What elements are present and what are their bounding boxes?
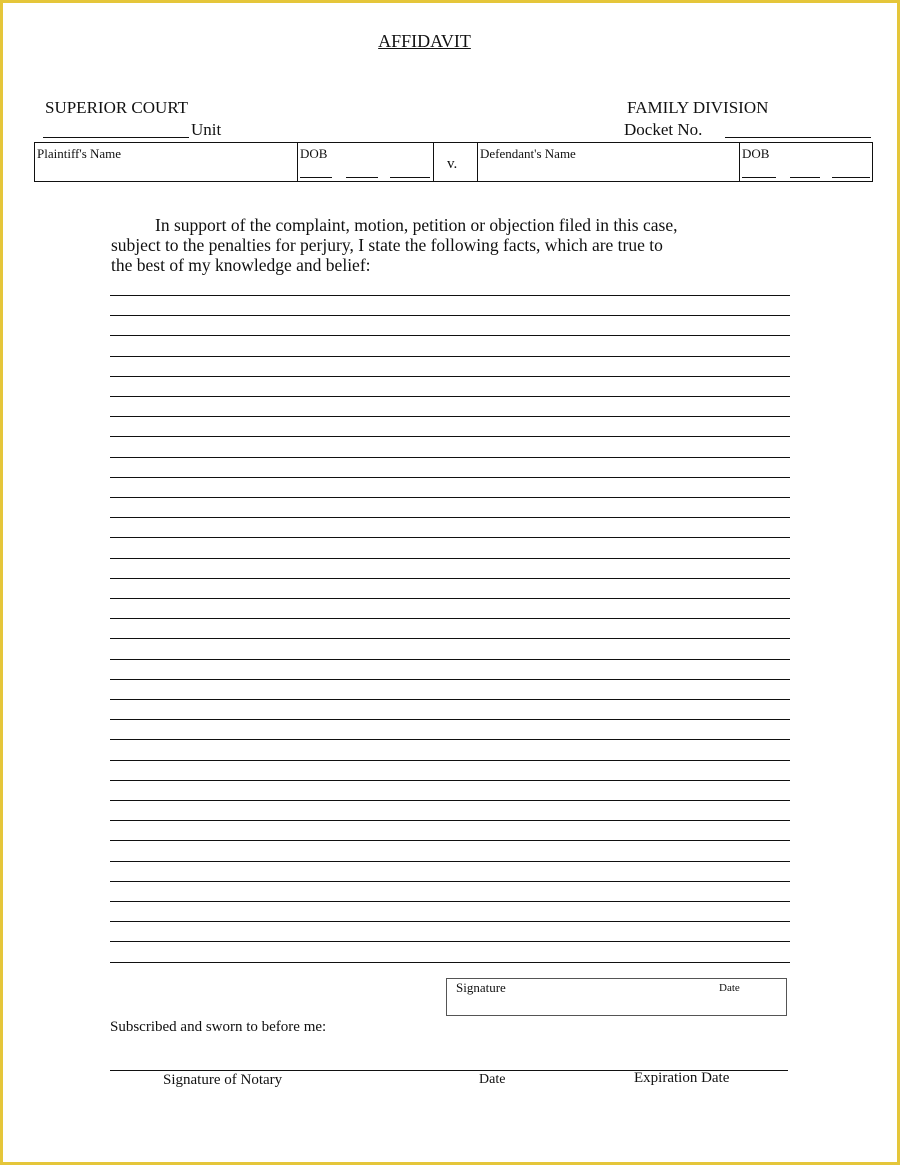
ruled-line[interactable] [110,638,790,639]
defendant-dob-cell[interactable] [740,143,872,181]
statement-line: In support of the complaint, motion, petition or objection filed in this case, [155,215,678,235]
ruled-line[interactable] [110,537,790,538]
ruled-line[interactable] [110,396,790,397]
signature-box[interactable] [446,978,787,1016]
notary-date-label: Date [479,1072,506,1087]
sworn-statement: Subscribed and sworn to before me: [110,1019,327,1035]
unit-blank-line[interactable] [43,137,189,138]
versus-cell [434,143,477,181]
plaintiff-dob-cell[interactable] [298,143,433,181]
docket-label: Docket No. [624,120,703,139]
ruled-line[interactable] [110,315,790,316]
ruled-line[interactable] [110,820,790,821]
case-caption-table [34,142,873,182]
ruled-line[interactable] [110,335,790,336]
statement-intro [111,215,791,275]
ruled-line[interactable] [110,436,790,437]
ruled-line[interactable] [110,780,790,781]
ruled-line[interactable] [110,699,790,700]
versus-label: v. [447,156,458,172]
ruled-line[interactable] [110,962,790,963]
statement-line: subject to the penalties for perjury, I state the following facts, which are true to [111,235,663,255]
ruled-line[interactable] [110,941,790,942]
ruled-line[interactable] [110,558,790,559]
plaintiff-name-cell[interactable] [35,143,297,181]
ruled-line[interactable] [110,881,790,882]
ruled-line[interactable] [110,517,790,518]
dob-year-blank [390,177,430,178]
ruled-line[interactable] [110,921,790,922]
ruled-line[interactable] [110,578,790,579]
docket-blank-line[interactable] [725,137,871,138]
ruled-line[interactable] [110,659,790,660]
ruled-line[interactable] [110,618,790,619]
plaintiff-dob-label: DOB [300,146,328,161]
signature-date-label: Date [719,982,740,994]
dob-year-blank [832,177,870,178]
signature-label: Signature [456,980,506,995]
ruled-line[interactable] [110,800,790,801]
statement-line: the best of my knowledge and belief: [111,255,371,275]
ruled-line[interactable] [110,679,790,680]
ruled-line[interactable] [110,840,790,841]
dob-day-blank [346,177,378,178]
ruled-line[interactable] [110,598,790,599]
ruled-line[interactable] [110,760,790,761]
ruled-line[interactable] [110,901,790,902]
ruled-line[interactable] [110,497,790,498]
ruled-line[interactable] [110,356,790,357]
ruled-line[interactable] [110,457,790,458]
unit-label: Unit [191,120,222,139]
ruled-line[interactable] [110,861,790,862]
ruled-line[interactable] [110,477,790,478]
court-name: SUPERIOR COURT [45,98,189,117]
ruled-line[interactable] [110,416,790,417]
defendant-name-label: Defendant's Name [480,146,576,161]
dob-month-blank [300,177,332,178]
plaintiff-name-label: Plaintiff's Name [37,146,122,161]
ruled-line[interactable] [110,739,790,740]
defendant-dob-label: DOB [742,146,770,161]
dob-day-blank [790,177,820,178]
document-title: AFFIDAVIT [378,31,471,51]
notary-signature-label: Signature of Notary [163,1072,283,1088]
ruled-line[interactable] [110,376,790,377]
defendant-name-cell[interactable] [478,143,739,181]
division-name: FAMILY DIVISION [627,98,769,117]
ruled-line[interactable] [110,719,790,720]
dob-month-blank [742,177,776,178]
ruled-line[interactable] [110,295,790,296]
expiration-date-label: Expiration Date [634,1070,730,1086]
